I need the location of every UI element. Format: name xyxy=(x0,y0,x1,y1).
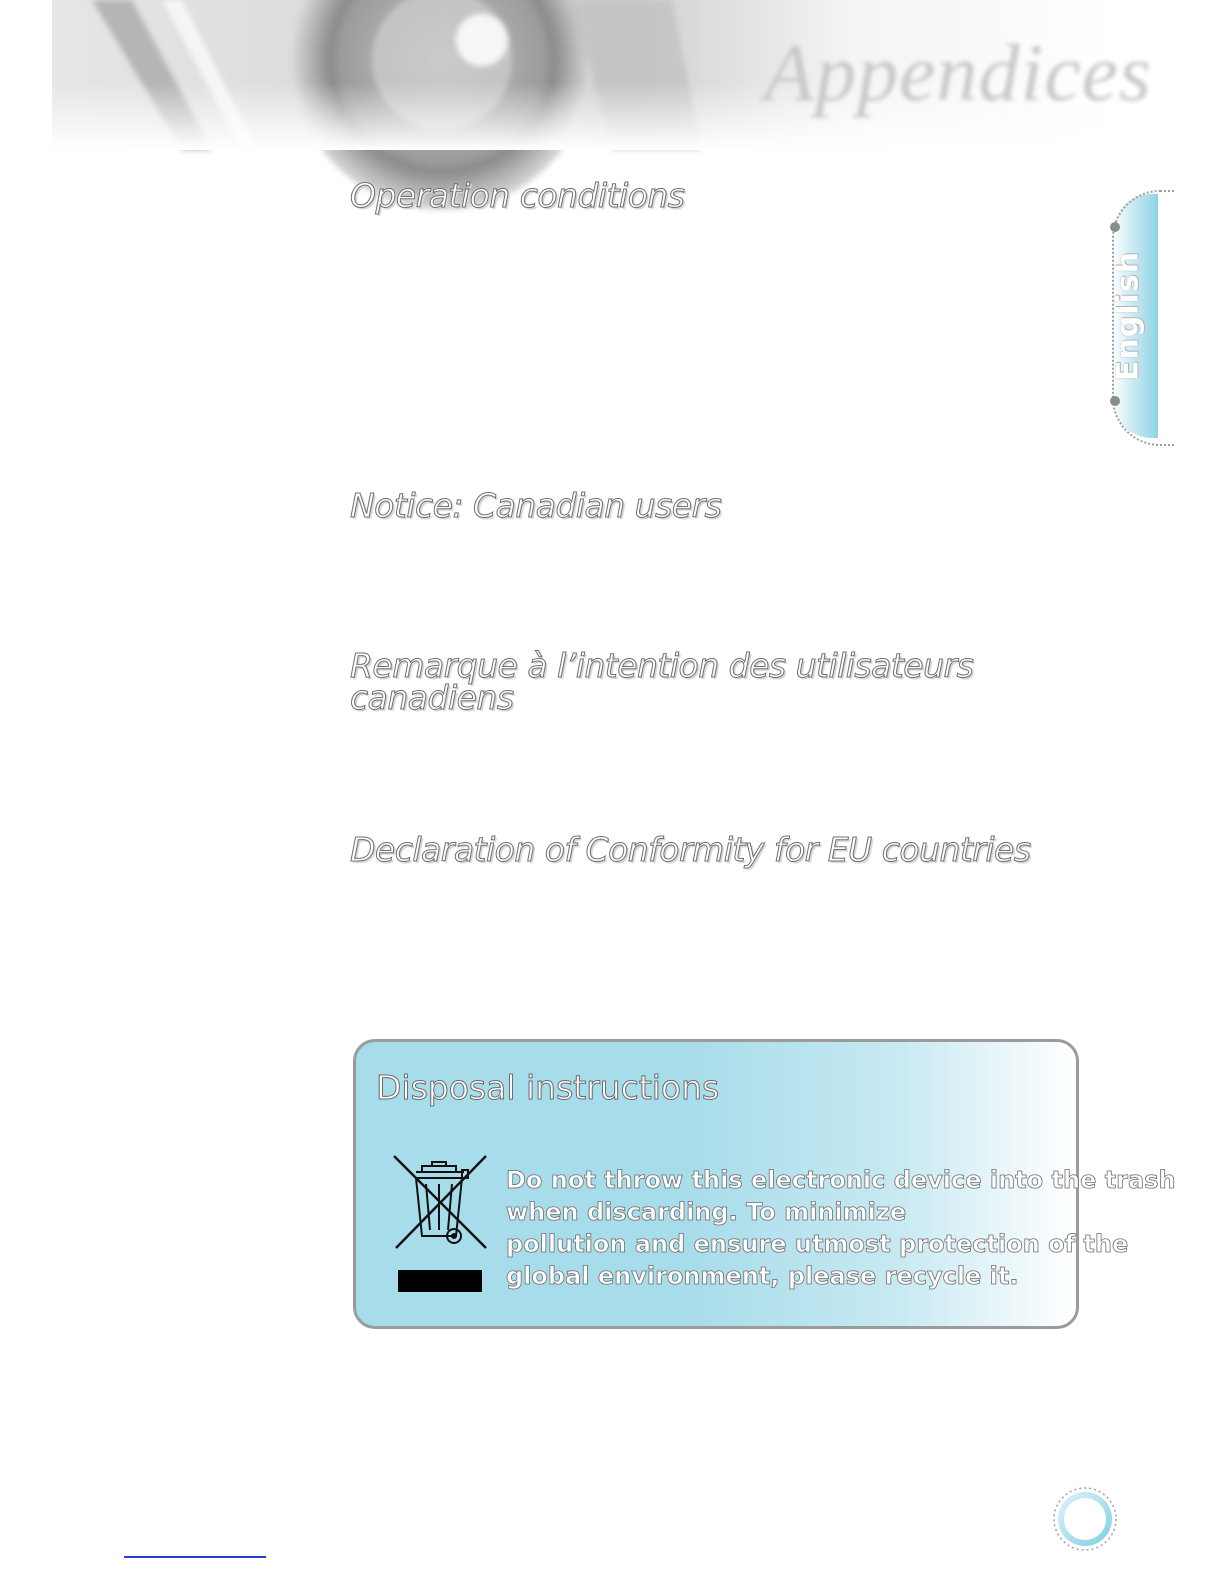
language-tab-label: English xyxy=(1110,250,1146,382)
heading-declaration-conformity: Declaration of Conformity for EU countries xyxy=(350,830,1031,869)
disposal-line: pollution and ensure utmost protection of the xyxy=(506,1230,1129,1258)
disposal-instructions-text xyxy=(506,1164,1176,1292)
heading-notice-canadian-users: Notice: Canadian users xyxy=(350,486,722,525)
heading-remarque-line2: canadiens xyxy=(350,678,514,717)
tab-bullet-bottom xyxy=(1110,396,1120,406)
disposal-line: Do not throw this electronic device into the trash xyxy=(506,1166,1176,1194)
disposal-title: Disposal instructions xyxy=(376,1068,720,1107)
disposal-line: when discarding. To minimize xyxy=(506,1198,907,1226)
tab-bullet-top xyxy=(1110,222,1120,232)
header-banner xyxy=(52,0,1152,150)
footer-rule xyxy=(124,1556,266,1558)
disposal-line: global environment, please recycle it. xyxy=(506,1262,1019,1290)
disposal-instructions-box xyxy=(353,1039,1176,1329)
crossed-out-wheelie-bin-icon xyxy=(392,1152,488,1294)
heading-remarque-line1: Remarque à l’intention des utilisateurs xyxy=(350,646,974,685)
heading-operation-conditions: Operation conditions xyxy=(350,176,685,215)
page-number-circle xyxy=(1052,1486,1118,1552)
page-section-title: Appendices xyxy=(764,27,1152,118)
